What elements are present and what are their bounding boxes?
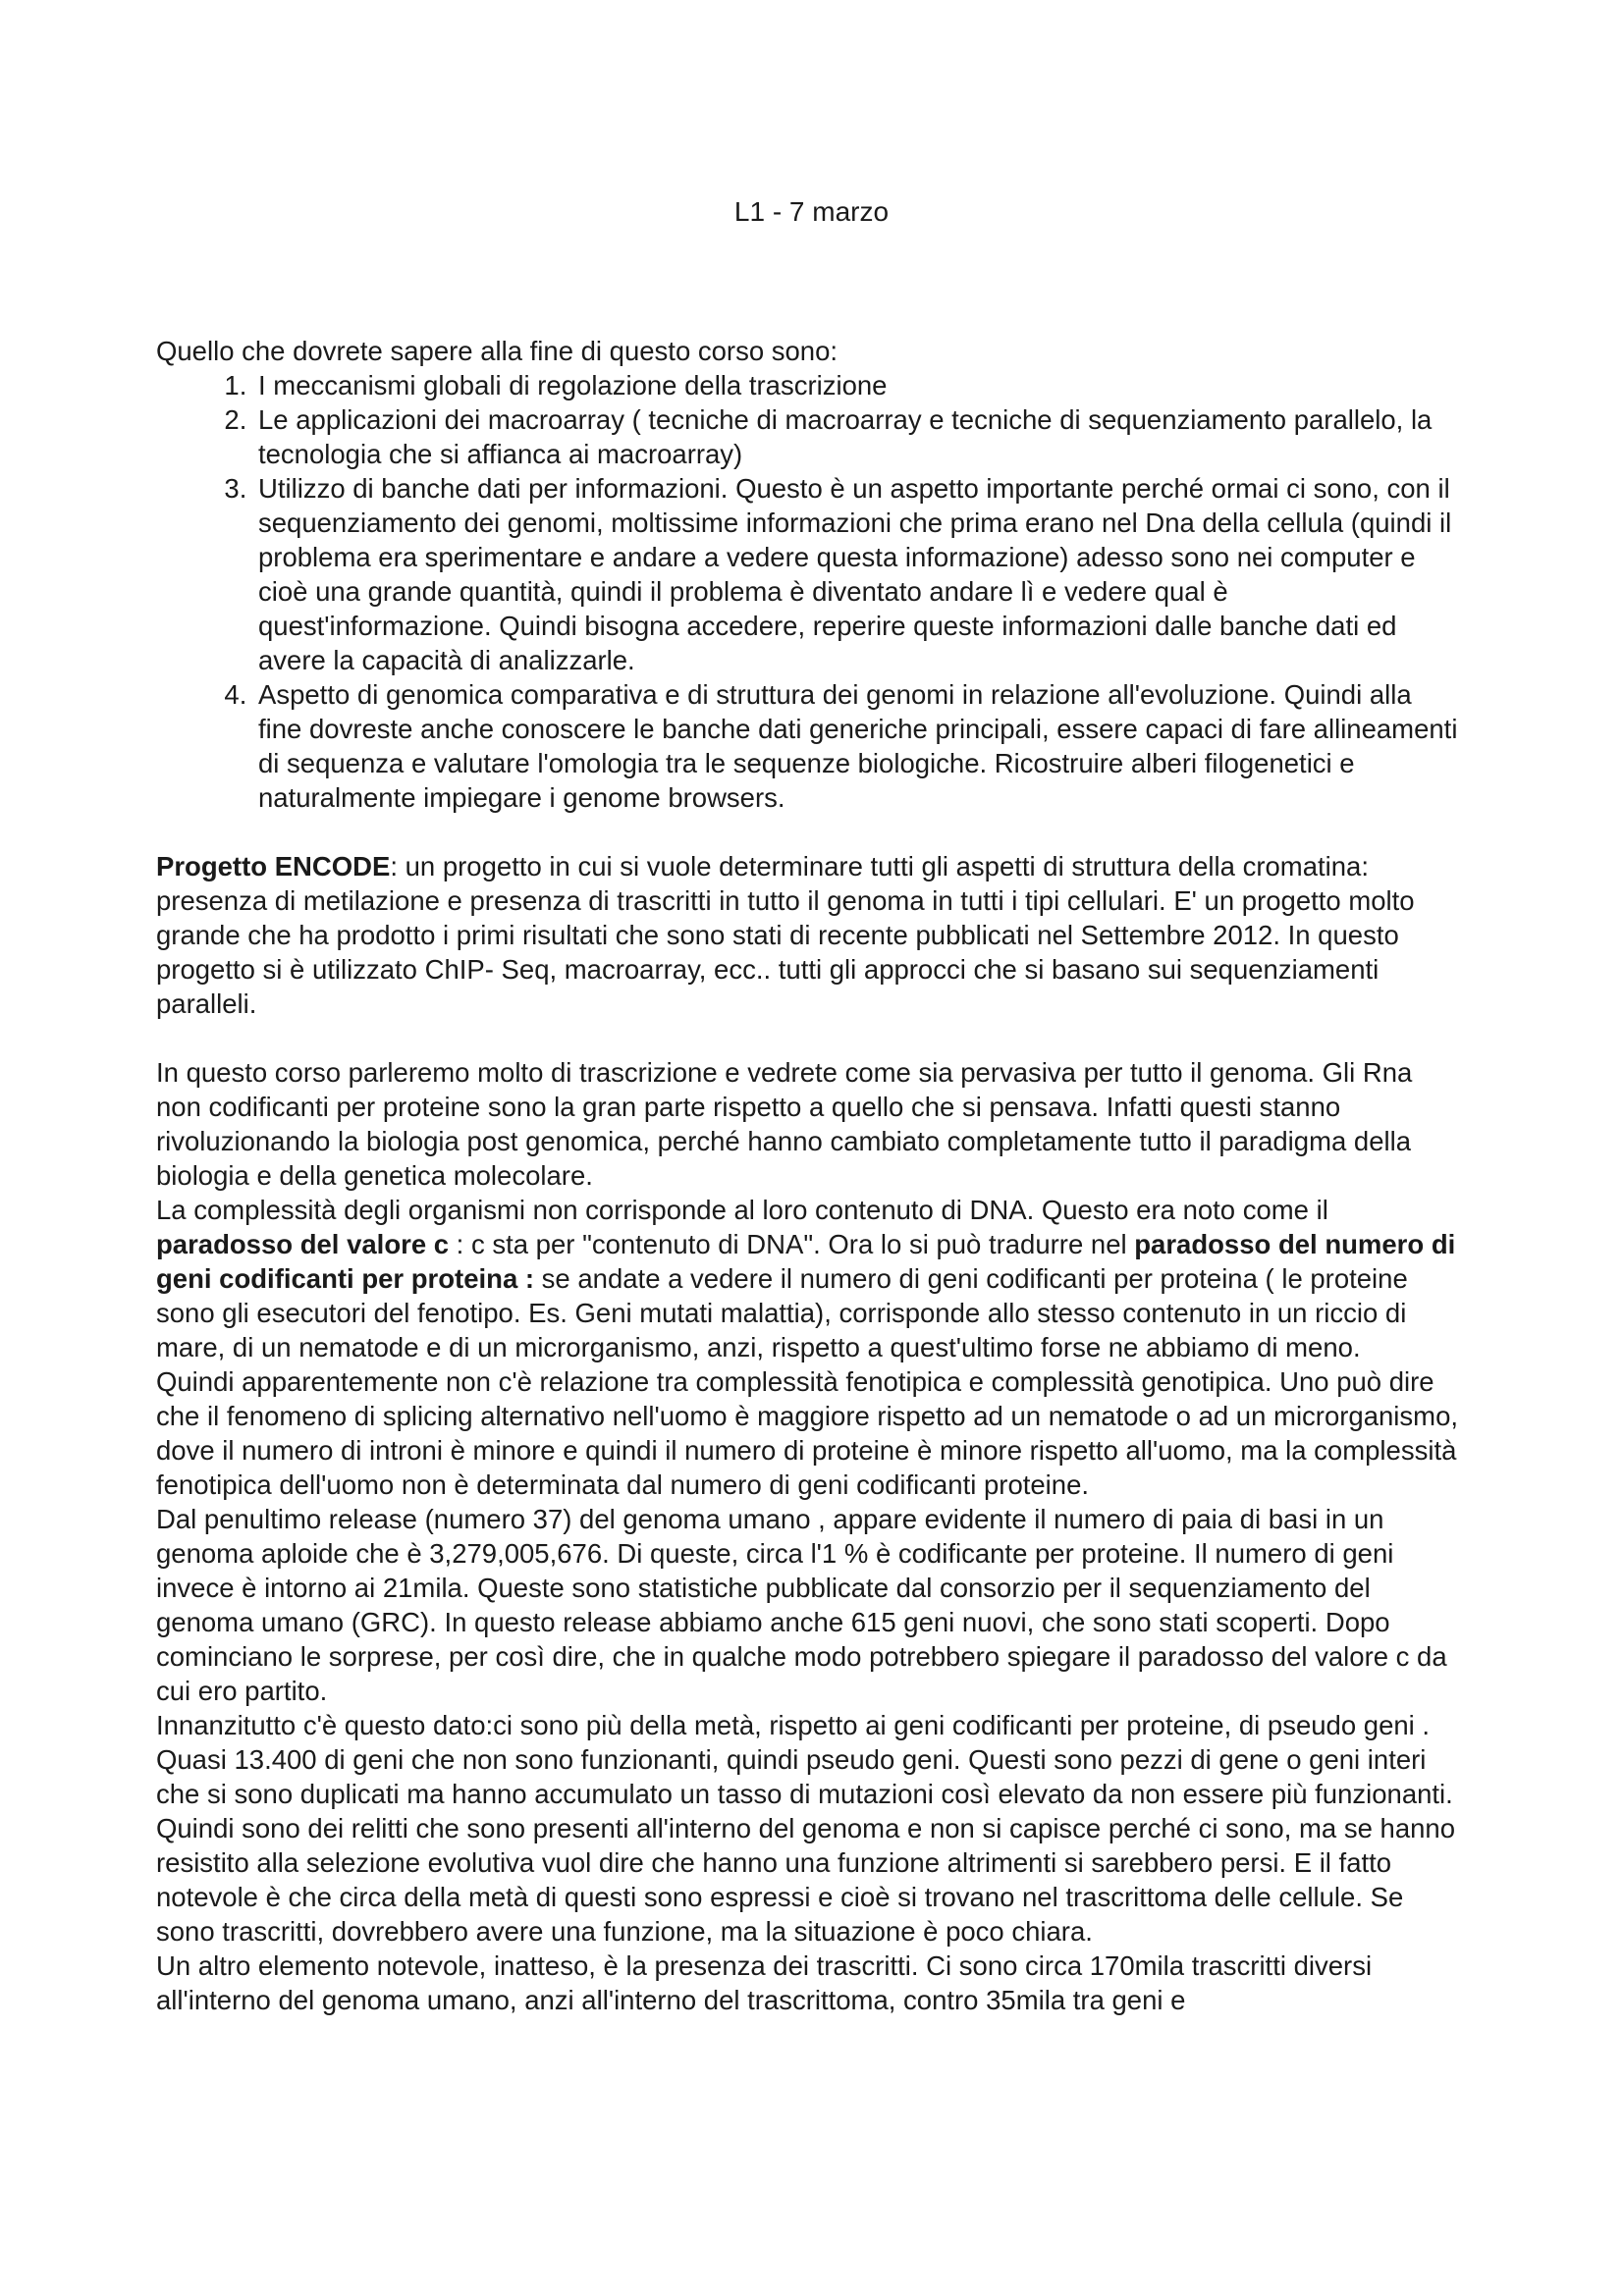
gene-number-paradox: paradosso del numero di geni codificanti per proteina : — [156, 1229, 1456, 1294]
course-paragraph: In questo corso parleremo molto di trascrizione e vedrete come sia pervasiva per tutto il genoma. Gli Rna non codificanti per proteine sono la gran parte rispetto a quello che si pensava. Infatti questi stanno rivoluzionando la biologia post genomica, perché hanno cambiato completamente tutto il paradigma della biologia e della genetica molecolare. — [156, 1057, 1413, 1191]
release-paragraph: Dal penultimo release (numero 37) del genoma umano , appare evidente il numero di paia di basi in un genoma aploide che è 3,279,005,676. Di queste, circa l'1 % è codificante per proteine. Il numero di geni invece è intorno ai 21mila. Queste sono statistiche pubblicate dal consorzio per il sequenziamento del genoma umano (GRC). In questo release abbiamo anche 615 geni nuovi, che sono stati scoperti. Dopo cominciano le sorprese, per così dire, che in qualche modo potrebbero spiegare il paradosso del valore c da cui ero partito. — [156, 1504, 1447, 1706]
encode-text: : un progetto in cui si vuole determinare tutti gli aspetti di struttura della cromatina: presenza di metilazione e presenza di trascritti in tutto il genoma in tutti i tipi cellulari. E' un progetto molto grande che ha prodotto i primi risultati che sono stati di recente pubblicati nel Settembre 2012. In questo progetto si è utilizzato ChIP- Seq, macroarray, ecc.. tutti gli approcci che si basano sui sequenziamenti paralleli. — [156, 851, 1415, 1019]
list-item: 1. I meccanismi globali di regolazione della trascrizione — [254, 368, 1462, 402]
relation-paragraph: Quindi apparentemente non c'è relazione tra complessità fenotipica e complessità genotipica. Uno può dire che il fenomeno di splicing alternativo nell'uomo è maggiore rispetto ad un nematode o ad un microrganismo, dove il numero di introni è minore e quindi il numero di proteine è minore rispetto all'uomo, ma la complessità fenotipica dell'uomo non è determinata dal numero di geni codificanti proteine. — [156, 1366, 1459, 1500]
c-value-paradox: paradosso del valore c — [156, 1229, 450, 1259]
list-item: 3. Utilizzo di banche dati per informazioni. Questo è un aspetto importante perché ormai ci sono, con il sequenziamento dei genomi, moltissime informazioni che prima erano nel Dna della cellula (quindi il problema era sperimentare e andare a vedere questa informazione) adesso sono nei computer e cioè una grande quantità, quindi il problema è diventato andare lì e vedere qual è quest'informazione. Quindi bisogna accedere, reperire queste informazioni dalle banche dati ed avere la capacità di analizzarle. — [254, 471, 1462, 677]
numbered-list — [156, 368, 1462, 815]
document-body — [156, 334, 1462, 2017]
transcripts-paragraph: Un altro elemento notevole, inatteso, è la presenza dei trascritti. Ci sono circa 170mila trascritti diversi all'interno del genoma umano, anzi all'interno del trascrittoma, contro 35mila tra geni e — [156, 1950, 1373, 2015]
list-item: 4. Aspetto di genomica comparativa e di struttura dei genomi in relazione all'evoluzione. Quindi alla fine dovreste anche conoscere le banche dati generiche principali, essere capaci di fare allineamenti di sequenza e valutare l'omologia tra le sequenze biologiche. Ricostruire alberi filogenetici e naturalmente impiegare i genome browsers. — [254, 677, 1462, 815]
list-item: 2. Le applicazioni dei macroarray ( tecniche di macroarray e tecniche di sequenziamento parallelo, la tecnologia che si affianca ai macroarray) — [254, 402, 1462, 471]
encode-paragraph — [156, 849, 1462, 1021]
page-title: L1 - 7 marzo — [733, 196, 890, 227]
complexity-paragraph: La complessità degli organismi non corrisponde al loro contenuto di DNA. Questo era noto come il paradosso del valore c : c sta per "contenuto di DNA". Ora lo si può tradurre nel paradosso del numero di geni codificanti per proteina : se andate a vedere il numero di geni codificanti per proteina ( le proteine sono gli esecutori del fenotipo. Es. Geni mutati malattia), corrisponde allo stesso contenuto in un riccio di mare, di un nematode e di un microrganismo, anzi, rispetto a quest'ultimo forse ne abbiamo di meno. — [156, 1195, 1456, 1362]
pseudogenes-paragraph: Innanzitutto c'è questo dato:ci sono più della metà, rispetto ai geni codificanti per proteine, di pseudo geni . Quasi 13.400 di geni che non sono funzionanti, quindi pseudo geni. Questi sono pezzi di gene o geni interi che si sono duplicati ma hanno accumulato un tasso di mutazioni così elevato da non essere più funzionanti. Quindi sono dei relitti che sono presenti all'interno del genoma e non si capisce perché ci sono, ma se hanno resistito alla selezione evolutiva vuol dire che hanno una funzione altrimenti si sarebbero persi. E il fatto notevole è che circa della metà di questi sono espressi e cioè si trovano nel trascrittoma delle cellule. Se sono trascritti, dovrebbero avere una funzione, ma la situazione è poco chiara. — [156, 1710, 1455, 1947]
intro-paragraph: Quello che dovrete sapere alla fine di questo corso sono: — [156, 336, 839, 366]
encode-heading: Progetto ENCODE — [156, 851, 391, 881]
